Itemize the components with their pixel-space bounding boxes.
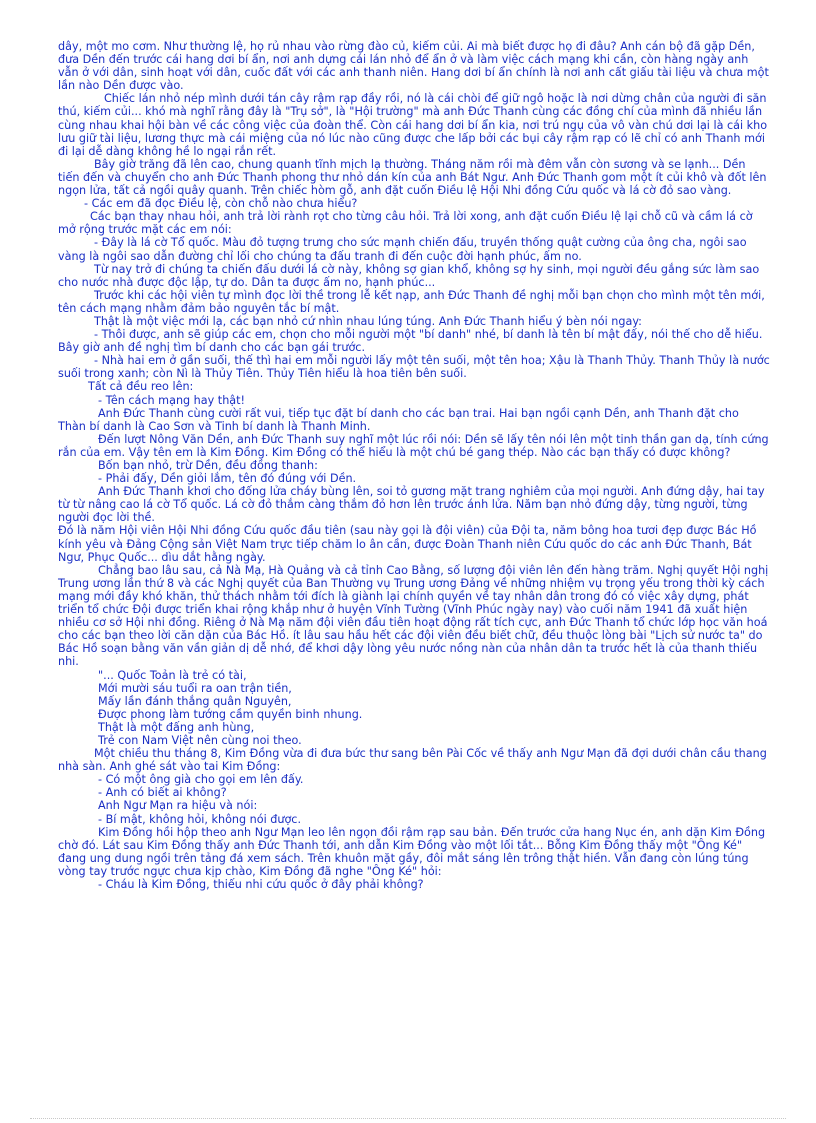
- paragraph-5: Từ nay trở đi chúng ta chiến đấu dưới lá cờ này, không sợ gian khổ, không sợ hy sinh, mọi người đều gắng sức làm sao cho nước nhà được độc lập, tự do. Dân ta được ấm no, hạnh phúc...: [58, 262, 760, 289]
- poem-line-5: Thật là một đấng anh hùng,: [98, 720, 255, 734]
- paragraph-3: Bây giờ trăng đã lên cao, chung quanh tĩnh mịch lạ thường. Tháng năm rồi mà đêm vẫn còn sương và se lạnh... Dền tiến đến và chuyển cho anh Đức Thanh phong thư nhỏ dán kín của anh Bát Ngư. Anh Đức Thanh gom một ít củi khô và đốt lên ngọn lửa, tất cả ngồi quây quanh. Trên chiếc hòm gỗ, anh đặt cuốn Điều lệ Hội Nhi đồng Cứu quốc và lá cờ đỏ sao vàng.: [58, 157, 767, 198]
- paragraph-12: Anh Đức Thanh khơi cho đống lửa cháy bùng lên, soi tỏ gương mặt trang nghiêm của mọi người. Anh đứng dậy, hai tay từ từ nâng cao lá cờ Tổ quốc. Lá cờ đỏ thắm càng thắm đỏ hơn lên trước ánh lửa. Năm bạn nhỏ đứng dậy, từng người, từng người đọc lời thề.: [58, 485, 765, 525]
- paragraph-14: Chẳng bao lâu sau, cả Nà Mạ, Hà Quảng và cả tỉnh Cao Bằng, số lượng đội viên lên đến hàng trăm. Nghị quyết Hội nghị Trung ương lần thứ 8 và các Nghị quyết của Ban Thường vụ Trung ương Đảng về những nhiệm vụ trọng yếu trong thời kỳ cách mạng mới đầy khó khăn, thử thách nhằm tới đích là giành lại chính quyền về tay nhân dân trong đó có việc xây dựng, phát triển tổ chức Đội được triển khai rộng khắp như ở huyện Vĩnh Tường (Vĩnh Phúc ngày nay) vào cuối năm 1941 đã xuất hiện nhiều cơ sở Hội nhi đồng. Riêng ở Nà Mạ năm đội viên đầu tiên hoạt động rất tích cực, anh Đức Thanh tổ chức lớp học văn hoá cho các bạn theo lời căn dặn của Bác Hồ. ít lâu sau hầu hết các đội viên đều biết chữ, đều thuộc lòng bài "Lịch sử nước ta" do Bác Hồ soạn bằng văn vần giản dị dễ nhớ, để khơi dậy lòng yêu nước nồng nàn của nhân dân ta trước hết là của thanh thiếu nhi.: [58, 563, 769, 669]
- page-bottom-divider: [30, 1118, 786, 1119]
- dialogue-final: - Cháu là Kim Đồng, thiếu nhi cứu quốc ở đây phải không?: [98, 878, 424, 891]
- paragraph-15: Một chiều thu tháng 8, Kim Đồng vừa đi đưa bức thư sang bên Pài Cốc về thấy anh Ngư Mạn đã đợi dưới chân cầu thang nhà sàn. Anh ghé sát vào tai Kim Đồng:: [58, 747, 767, 774]
- paragraph-4: Các bạn thay nhau hỏi, anh trả lời rành rọt cho từng câu hỏi. Trả lời xong, anh đặt cuốn Điều lệ lại chỗ cũ và cầm lá cờ mở rộng trước mặt các em nói:: [58, 210, 753, 237]
- poem-line-2: Mới mười sáu tuổi ra oan trận tiền,: [98, 681, 292, 695]
- poem-line-6: Trẻ con Nam Việt nên cùng noi theo.: [98, 733, 302, 747]
- paragraph-13: Đó là năm Hội viên Hội Nhi đồng Cứu quốc đầu tiên (sau này gọi là đội viên) của Đội ta, năm bông hoa tươi đẹp được Bác Hồ kính yêu và Đảng Cộng sản Việt Nam trực tiếp chăm lo ân cần, được Đoàn Thanh niên Cứu quốc do các anh Đức Thanh, Bát Ngư, Phục Quốc... dìu dắt hằng ngày.: [58, 524, 757, 564]
- dialogue-flag: - Đây là lá cờ Tổ quốc. Màu đỏ tượng trưng cho sức mạnh chiến đấu, truyền thống quật cường của ông cha, ngôi sao vàng là ngôi sao dẫn đường chỉ lối cho chúng ta đấu tranh đi đến cuộc đời hạnh phúc, ấm no.: [58, 236, 747, 263]
- dialogue-call: - Có một ông già cho gọi em lên đấy.: [98, 773, 304, 787]
- poem-line-4: Được phong làm tướng cầm quyền binh nhung.: [98, 707, 363, 721]
- dialogue-agree: - Phải đấy, Dền giỏi lắm, tên đó đúng với Dền.: [98, 472, 357, 486]
- poem-line-3: Mấy lần đánh thắng quân Nguyên,: [98, 694, 292, 708]
- paragraph-7: Thật là một việc mới lạ, các bạn nhỏ cứ nhìn nhau lúng túng. Anh Đức Thanh hiểu ý bèn nói ngay:: [94, 314, 642, 328]
- dialogue-secret: - Bí mật, không hỏi, không nói được.: [98, 812, 302, 826]
- paragraph-11: Bốn bạn nhỏ, trừ Dền, đều đồng thanh:: [98, 459, 318, 472]
- dialogue-question: - Các em đã đọc Điều lệ, còn chỗ nào chưa hiểu?: [84, 197, 358, 211]
- dialogue-stream: - Nhà hai em ở gần suối, thế thì hai em mỗi người lấy một tên suối, một tên hoa; Xậu là Thanh Thủy. Thanh Thủy là nước suối trong xanh; còn Nì là Thủy Tiên. Thủy Tiên hiểu là hoa tiên bên suối.: [58, 354, 770, 381]
- dialogue-alias: - Thôi được, anh sẽ giúp các em, chọn cho mỗi người một "bí danh" nhé, bí danh là tên bí mật đấy, nói thế cho dễ hiểu. Bây giờ anh đề nghị tìm bí danh cho các bạn gái trước.: [58, 328, 763, 355]
- dialogue-who: - Anh có biết ai không?: [98, 786, 227, 800]
- paragraph-8: Tất cả đều reo lên:: [88, 380, 194, 394]
- paragraph-16: Anh Ngư Mạn ra hiệu và nói:: [98, 799, 258, 813]
- dialogue-cheer: - Tên cách mạng hay thật!: [98, 393, 246, 407]
- document-body: [58, 40, 770, 891]
- paragraph-6: Trước khi các hội viên tự mình đọc lời thề trong lễ kết nạp, anh Đức Thanh đề nghị mỗi bạn chọn cho mình một tên mới, tên cách mạng nhằm đảm bảo nguyên tắc bí mật.: [58, 288, 765, 315]
- paragraph-1: dây, một mo cơm. Như thường lệ, họ rủ nhau vào rừng đào củ, kiếm củi. Ai mà biết được họ đi đâu? Anh cán bộ đã gặp Dền, đưa Dền đến trước cái hang dơi bí ẩn, nơi anh dựng cái lán nhỏ để ẩn ở và làm việc cách mạng khi cần, còn hàng ngày anh vẫn ở với dân, sinh hoạt với dân, cuốc đất với các anh thanh niên. Hang dơi bí ẩn chính là nơi anh cất giấu tài liệu và chưa một lần nào Dền được vào.: [58, 40, 769, 93]
- paragraph-10: Đến lượt Nông Văn Dền, anh Đức Thanh suy nghĩ một lúc rồi nói: Dền sẽ lấy tên nói lên một tinh thần gan dạ, tính cứng rắn của em. Vậy tên em là Kim Đồng. Kim Đồng có thể hiểu là một chú bé gang thép. Nào các bạn thấy có được không?: [58, 432, 769, 459]
- poem-line-1: "... Quốc Toản là trẻ có tài,: [98, 668, 247, 682]
- paragraph-9: Anh Đức Thanh cùng cười rất vui, tiếp tục đặt bí danh cho các bạn trai. Hai bạn ngồi cạnh Dền, anh Thanh đặt cho Thàn bí danh là Cao Sơn và Tinh bí danh là Thanh Minh.: [58, 406, 739, 433]
- paragraph-2: Chiếc lán nhỏ nép mình dưới tán cây rậm rạp đầy rồi, nó là cái chòi để giữ ngô hoặc là nơi dừng chân của người đi săn thú, kiếm củi... khó mà nghĩ rằng đây là "Trụ sở", là "Hội trường" mà anh Đức Thanh cùng các đồng chí của mình đã nhiều lần cùng nhau khai hội bàn về các công việc của đoàn thể. Còn cái hang dơi bí ẩn kia, nơi trú ngụ của vô vàn chú dơi lại là cái kho lưu giữ tài liệu, lương thực mà cái miệng của nó lúc nào cũng được che lấp bởi các bụi cây rậm rạp có lẽ chỉ có anh Thanh mới đi lại dễ dàng không hề lo ngại rắn rết.: [58, 92, 768, 158]
- paragraph-17: Kim Đồng hồi hộp theo anh Ngư Mạn leo lên ngọn đồi rậm rạp sau bản. Đến trước cửa hang Nục én, anh dặn Kim Đồng chờ đó. Lát sau Kim Đồng thấy anh Đức Thanh tới, anh dẫn Kim Đồng vào một lối tắt... Bỗng Kim Đồng thấy một "Ông Ké" đang ung dung ngồi trên tảng đá xem sách. Trên khuôn mặt gầy, đôi mắt sáng lên trông thật hiền. Vẫn đang còn lúng túng vòng tay trước ngực chưa kịp chào, Kim Đồng đã nghe "Ông Ké" hỏi:: [58, 825, 766, 878]
